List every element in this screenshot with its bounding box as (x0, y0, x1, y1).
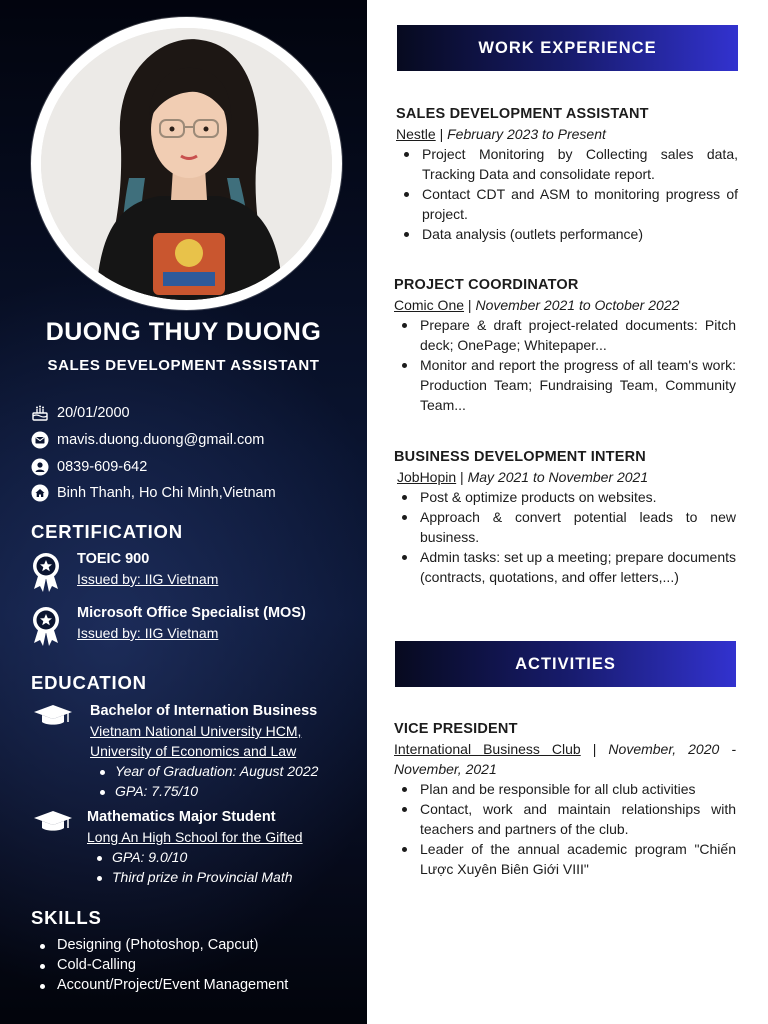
activity-bullet: Contact, work and maintain relationships with teachers and partners of the club. (420, 801, 736, 837)
address-text: Binh Thanh, Ho Chi Minh,Vietnam (57, 485, 276, 501)
profile-photo (41, 28, 332, 300)
job-bullets (420, 487, 736, 587)
job-entry (394, 447, 736, 587)
job-bullet: Contact CDT and ASM to monitoring progress of project. (422, 186, 738, 222)
education-item (31, 809, 361, 889)
education-degree: Bachelor of Internation Business (90, 703, 318, 719)
job-bullet: Admin tasks: set up a meeting; prepare documents (contracts, quotations, and offer letters,...) (420, 549, 736, 585)
job-dates: May 2021 to November 2021 (467, 469, 649, 485)
job-bullet: Prepare & draft project-related documents: Pitch deck; OnePage; Whitepaper... (420, 317, 736, 353)
profile-photo-illustration (41, 28, 332, 300)
activity-bullet: Plan and be responsible for all club activities (420, 779, 736, 799)
award-icon (31, 605, 61, 647)
skills-list (31, 937, 288, 997)
certification-heading: CERTIFICATION (31, 521, 183, 542)
activity-bullet: Leader of the annual academic program "Chiến Lược Xuyên Biên Giới VIII" (420, 841, 736, 877)
job-dates: February 2023 to Present (447, 126, 606, 142)
certification-issuer-link[interactable]: Issued by: IIG Vietnam (77, 571, 219, 587)
job-title: BUSINESS DEVELOPMENT INTERN (394, 449, 646, 465)
job-dates: November 2021 to October 2022 (475, 297, 680, 313)
certification-item (31, 605, 351, 651)
education-detail: Third prize in Provincial Math (94, 869, 293, 889)
activity-title: VICE PRESIDENT (394, 721, 518, 737)
job-title: SALES DEVELOPMENT ASSISTANT (396, 106, 649, 122)
company-link[interactable]: Comic One (394, 297, 465, 313)
activities-banner (395, 641, 736, 687)
contact-phone[interactable] (31, 457, 147, 477)
activity-meta: International Business Club | November, 2020 - November, 2021 (394, 741, 736, 777)
activity-dates: November, 2020 - November, 2021 (394, 741, 736, 777)
education-details (97, 763, 318, 803)
job-meta: Comic One | November 2021 to October 2022 (394, 297, 680, 313)
skills-heading: SKILLS (31, 907, 102, 928)
activities-heading: ACTIVITIES (515, 654, 616, 673)
job-bullet: Post & optimize products on websites. (420, 487, 736, 507)
job-bullet: Project Monitoring by Collecting sales data, Tracking Data and consolidate report. (422, 146, 738, 182)
education-details (94, 849, 293, 889)
work-experience-banner (397, 25, 738, 71)
job-bullet: Monitor and report the progress of all team's work: Production Team; Fundraising Team, Community Team... (420, 357, 736, 413)
education-school-link[interactable]: Long An High School for the Gifted (87, 829, 303, 845)
contact-address (31, 483, 276, 503)
education-detail: GPA: 9.0/10 (94, 849, 293, 869)
phone-text[interactable]: 0839-609-642 (57, 459, 148, 475)
sidebar (0, 0, 367, 1024)
job-title: PROJECT COORDINATOR (394, 277, 579, 293)
profile-title: SALES DEVELOPMENT ASSISTANT (47, 357, 320, 374)
job-bullets (420, 315, 736, 415)
company-link[interactable]: Nestle (396, 126, 436, 142)
job-bullet: Approach & convert potential leads to new business. (420, 509, 736, 545)
graduation-cap-icon (33, 703, 73, 727)
mail-icon (31, 431, 49, 449)
education-school-link[interactable]: University of Economics and Law (90, 743, 297, 759)
skill-item: Account/Project/Event Management (31, 977, 288, 997)
job-bullets (422, 144, 738, 244)
graduation-cap-icon (33, 809, 73, 833)
job-entry (394, 275, 736, 415)
organization-link[interactable]: International Business Club (394, 741, 581, 757)
education-school-link[interactable]: Vietnam National University HCM, (90, 723, 302, 739)
home-icon (31, 484, 49, 502)
skill-item: Cold-Calling (31, 957, 288, 977)
cake-icon (31, 404, 49, 422)
education-detail: GPA: 7.75/10 (97, 783, 318, 803)
education-heading: EDUCATION (31, 672, 147, 693)
activity-bullets (420, 779, 736, 879)
job-bullet: Data analysis (outlets performance) (422, 224, 738, 244)
certification-title: Microsoft Office Specialist (MOS) (77, 605, 306, 621)
education-item (31, 703, 361, 803)
job-meta: JobHopin | May 2021 to November 2021 (397, 469, 649, 485)
activity-entry (394, 719, 736, 879)
user-icon (31, 458, 49, 476)
job-meta: Nestle | February 2023 to Present (396, 126, 606, 142)
contact-birthday (31, 403, 130, 423)
award-icon (31, 551, 61, 593)
email-text[interactable]: mavis.duong.duong@gmail.com (57, 432, 265, 448)
contact-email[interactable] (31, 430, 264, 450)
job-entry (396, 104, 738, 244)
certification-title: TOEIC 900 (77, 551, 150, 567)
education-detail: Year of Graduation: August 2022 (97, 763, 318, 783)
company-link[interactable]: JobHopin (397, 469, 457, 485)
profile-name: DUONG THUY DUONG (45, 318, 322, 346)
certification-item (31, 551, 351, 597)
education-degree: Mathematics Major Student (87, 809, 276, 825)
work-experience-heading: WORK EXPERIENCE (478, 38, 657, 57)
certification-issuer-link[interactable]: Issued by: IIG Vietnam (77, 625, 219, 641)
skill-item: Designing (Photoshop, Capcut) (31, 937, 288, 957)
birthday-text: 20/01/2000 (57, 405, 130, 421)
